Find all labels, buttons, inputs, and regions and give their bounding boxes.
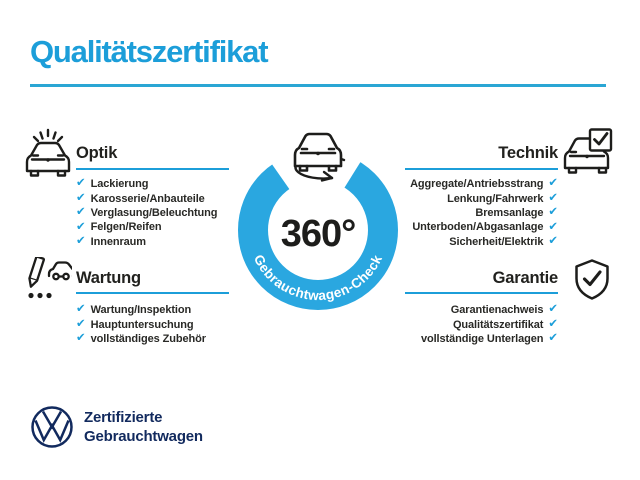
section-underline xyxy=(405,292,558,294)
check-icon: ✔ xyxy=(76,220,86,233)
list-item: ✔ Wartung/Inspektion xyxy=(76,303,192,317)
car-front-shine-icon xyxy=(24,127,72,180)
list-item: Qualitätszertifikat ✔ xyxy=(452,317,558,331)
section-title-wartung: Wartung xyxy=(76,269,141,287)
check-icon: ✔ xyxy=(548,317,558,330)
check-icon: ✔ xyxy=(76,235,86,247)
check-icon: ✔ xyxy=(76,303,86,316)
list-item: ✔ vollständiges Zubehör xyxy=(76,332,206,345)
list-item: vollständige Unterlagen ✔ xyxy=(420,332,558,345)
technik-checklist xyxy=(410,177,558,249)
service-checklist-car-icon xyxy=(22,257,72,301)
list-item: ✔ Hauptuntersuchung xyxy=(76,317,194,331)
list-item: Bremsanlage ✔ xyxy=(475,206,558,219)
360-check-badge xyxy=(228,118,412,323)
vw-logo xyxy=(30,405,74,449)
section-title-optik: Optik xyxy=(76,144,118,162)
check-icon: ✔ xyxy=(548,177,558,190)
check-icon: ✔ xyxy=(548,191,558,204)
check-icon: ✔ xyxy=(76,191,86,204)
list-item: Sicherheit/Elektrik ✔ xyxy=(449,235,558,248)
list-item: ✔ Verglasung/Beleuchtung xyxy=(76,206,218,219)
section-title-garantie: Garantie xyxy=(492,269,558,287)
list-item: ✔ Karosserie/Anbauteile xyxy=(76,191,205,205)
check-icon: ✔ xyxy=(76,317,86,330)
list-item: Aggregate/Antriebsstrang ✔ xyxy=(410,177,558,191)
list-item: ✔ Innenraum xyxy=(76,235,146,248)
wartung-checklist xyxy=(76,303,206,346)
check-icon: ✔ xyxy=(76,332,86,345)
check-icon: ✔ xyxy=(76,177,86,190)
list-item: Garantienachweis ✔ xyxy=(450,303,558,317)
section-title-technik: Technik xyxy=(498,144,558,162)
garantie-checklist xyxy=(421,303,558,346)
check-icon: ✔ xyxy=(548,303,558,316)
section-underline xyxy=(76,292,229,294)
brand-claim-line1: Zertifizierte xyxy=(84,409,163,426)
section-underline xyxy=(76,168,229,170)
brand-claim xyxy=(84,409,203,446)
check-icon: ✔ xyxy=(548,220,558,233)
title-divider xyxy=(30,84,606,87)
shield-check-icon xyxy=(570,258,614,304)
section-underline xyxy=(405,168,558,170)
ring-curved-label: Gebrauchtwagen-Check xyxy=(250,252,386,304)
brand-claim-line2: Gebrauchtwagen xyxy=(84,427,203,445)
list-item: ✔ Lackierung xyxy=(76,177,149,191)
degree-label: 360° xyxy=(280,213,356,255)
list-item: Unterboden/Abgasanlage ✔ xyxy=(412,220,558,234)
page-title: Qualitätszertifikat xyxy=(30,34,268,69)
list-item: ✔ Felgen/Reifen xyxy=(76,220,162,234)
list-item: Lenkung/Fahrwerk ✔ xyxy=(447,191,558,205)
check-icon: ✔ xyxy=(76,206,86,219)
check-icon: ✔ xyxy=(548,206,558,219)
optik-checklist xyxy=(76,177,217,249)
check-icon: ✔ xyxy=(548,332,558,345)
check-icon: ✔ xyxy=(548,235,558,247)
car-checkbox-icon xyxy=(563,128,613,176)
